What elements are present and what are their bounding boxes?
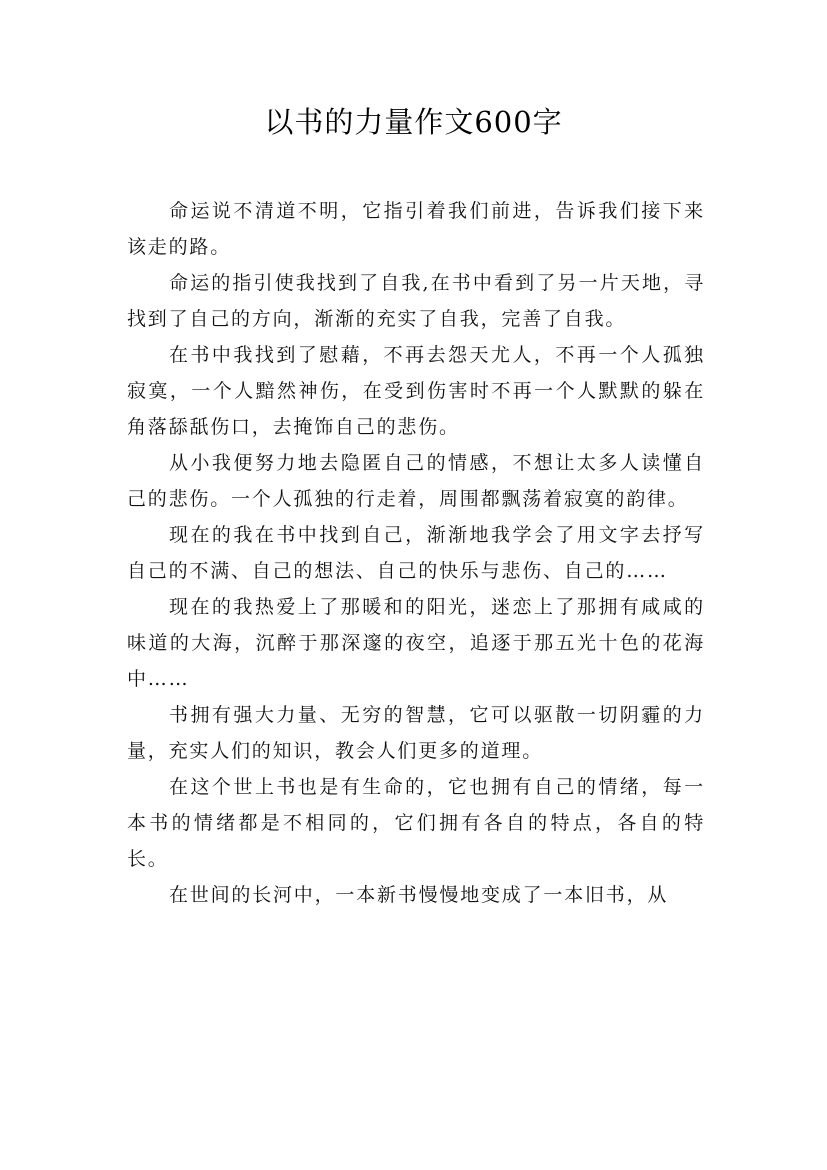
paragraph: 在书中我找到了慰藉，不再去怨天尤人，不再一个人孤独寂寞，一个人黯然神伤，在受到伤害时不再一个人默默的躲在角落舔舐伤口，去掩饰自己的悲伤。 <box>127 344 705 438</box>
document-body <box>127 193 705 913</box>
paragraph: 在这个世上书也是有生命的，它也拥有自己的情绪，每一本书的情绪都是不相同的，它们拥有各自的特点，各自的特长。 <box>127 776 705 870</box>
paragraph: 在世间的长河中，一本新书慢慢地变成了一本旧书，从 <box>169 884 669 906</box>
paragraph: 书拥有强大力量、无穷的智慧，它可以驱散一切阴霾的力量，充实人们的知识，教会人们更多的道理。 <box>127 704 705 762</box>
paragraph: 现在的我热爱上了那暖和的阳光，迷恋上了那拥有咸咸的味道的大海，沉醉于那深邃的夜空，追逐于那五光十色的花海中…… <box>127 596 705 690</box>
paragraph: 命运说不清道不明，它指引着我们前进，告诉我们接下来该走的路。 <box>127 200 705 258</box>
paragraph: 命运的指引使我找到了自我,在书中看到了另一片天地，寻找到了自己的方向，渐渐的充实了自我，完善了自我。 <box>127 272 705 330</box>
document-title: 以书的力量作文600字 <box>264 105 563 139</box>
paragraph: 现在的我在书中找到自己，渐渐地我学会了用文字去抒写自己的不满、自己的想法、自己的快乐与悲伤、自己的…… <box>127 524 705 582</box>
paragraph: 从小我便努力地去隐匿自己的情感，不想让太多人读懂自己的悲伤。一个人孤独的行走着，周围都飘荡着寂寞的韵律。 <box>127 452 705 510</box>
